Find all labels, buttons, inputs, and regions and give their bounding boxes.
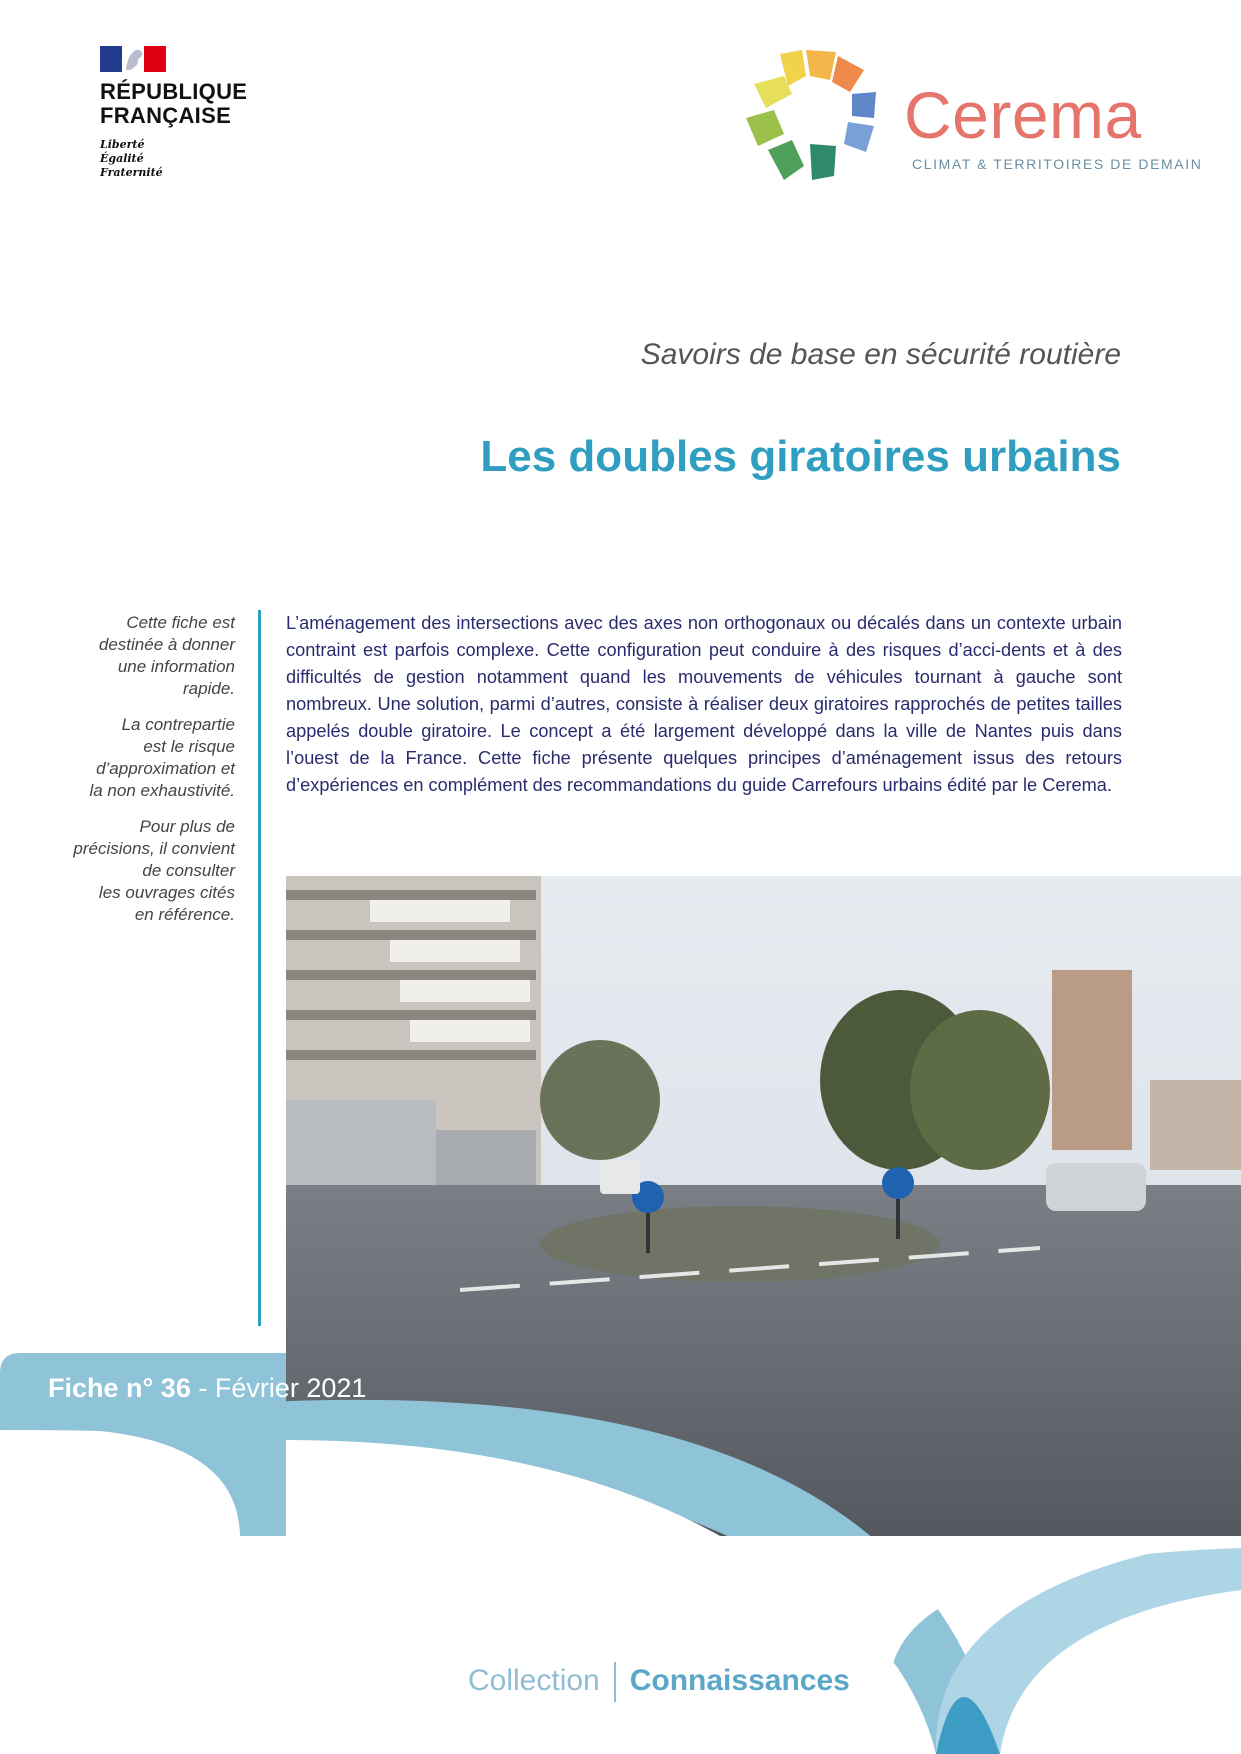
fiche-label — [48, 1373, 366, 1404]
page-subtitle: Savoirs de base en sécurité routière — [640, 338, 1121, 371]
republic-name: RÉPUBLIQUE FRANÇAISE — [100, 79, 248, 128]
sidebar-note-limits: La contrepartie est le risque d’approximation et la non exhaustivité. — [89, 715, 235, 800]
collection-separator — [614, 1662, 616, 1702]
sidebar-note-purpose: Cette fiche est destinée à donner une information rapide. — [98, 613, 235, 698]
cerema-tagline: CLIMAT & TERRITOIRES DE DEMAIN — [912, 156, 1203, 172]
republic-motto: Liberté Égalité Fraternité — [100, 138, 163, 179]
sidebar-note-references: Pour plus de précisions, il convient de consulter les ouvrages cités en référence. — [73, 817, 235, 924]
cover-illustration — [0, 876, 1241, 1754]
cerema-logo-icon — [740, 46, 900, 186]
intro-paragraph: L’aménagement des intersections avec des axes non orthogonaux ou décalés dans un contexte urbain contraint est parfois complexe. Cette configuration peut conduire à des risques d’acci-dents et à des difficultés de gestion notamment quand les mouvements de véhicules tournant à gauche sont nombreux. Une solution, parmi d’autres, consiste à réaliser deux giratoires rapprochés de petites tailles appelés double giratoire. Le concept a été largement développé dans la ville de Nantes puis dans l’ouest de la France. Cette fiche présente quelques principes d’aménagement issus des retours d’expériences en complément des recommandations du guide Carrefours urbains édité par le Cerema. — [286, 613, 1122, 795]
fiche-date: - Février 2021 — [190, 1373, 367, 1403]
collection-footer — [468, 1662, 850, 1702]
page-title: Les doubles giratoires urbains — [480, 432, 1121, 481]
collection-label: Collection — [468, 1663, 600, 1697]
cerema-name: Cerema — [904, 78, 1142, 152]
fiche-number: Fiche n° 36 — [48, 1373, 191, 1403]
marianne-flag-icon — [100, 46, 166, 72]
collection-name: Connaissances — [629, 1663, 850, 1697]
